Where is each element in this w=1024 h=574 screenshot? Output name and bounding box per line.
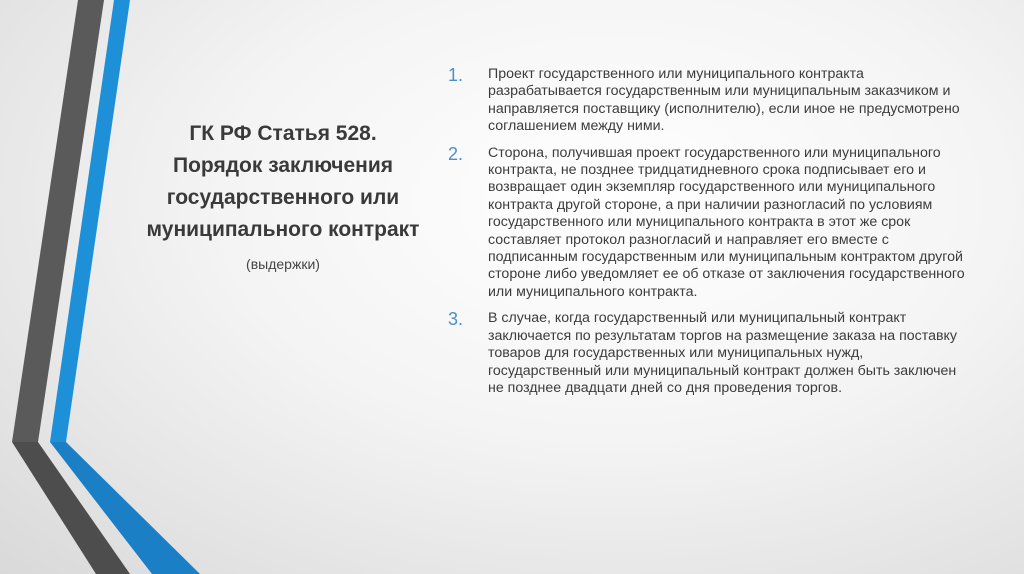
list-item	[448, 66, 968, 136]
list-item	[448, 145, 968, 302]
slide-title-block	[118, 118, 448, 272]
decorative-stripes	[0, 0, 200, 574]
numbered-list	[448, 66, 968, 406]
list-item	[448, 310, 968, 397]
title-line-1: ГК РФ Статья 528.	[189, 122, 377, 145]
list-number: 3.	[448, 309, 464, 330]
title-line-2: Порядок заключения	[172, 154, 394, 177]
list-number: 2.	[448, 143, 464, 164]
list-number: 1.	[448, 65, 464, 85]
title-line-3: государственного или	[166, 186, 400, 209]
list-text: В случае, когда государственный или муниципальный контракт заключается по результатам торгов на размещение заказа на поставку товаров для государственных или муниципальных нужд, государственный или муниципальный контракт должен быть заключен не позднее двадцати дней со дня проведения торгов.	[488, 310, 957, 396]
title-line-4: муниципального контракт	[146, 218, 420, 241]
list-text: Сторона, получившая проект государственного или муниципального контракта, не позднее тридцатидневного срока подписывает его и возвращает один экземпляр государственного или муниципального контракта другой стороне, а при наличии разногласий по условиям государственного или муниципального контракта в этот же срок составляет протокол разногласий и направляет его вместе с подписанным государственным или муниципальным контрактом другой стороне либо уведомляет ее об отказе от заключения государственного или муниципального контракта.	[488, 144, 965, 300]
slide-subtitle: (выдержки)	[246, 256, 320, 272]
list-text: Проект государственного или муниципального контракта разрабатывается государственным или муниципальным заказчиком и направляется поставщику (исполнителю), если иное не предусмотрено соглашением между ними.	[488, 66, 960, 135]
